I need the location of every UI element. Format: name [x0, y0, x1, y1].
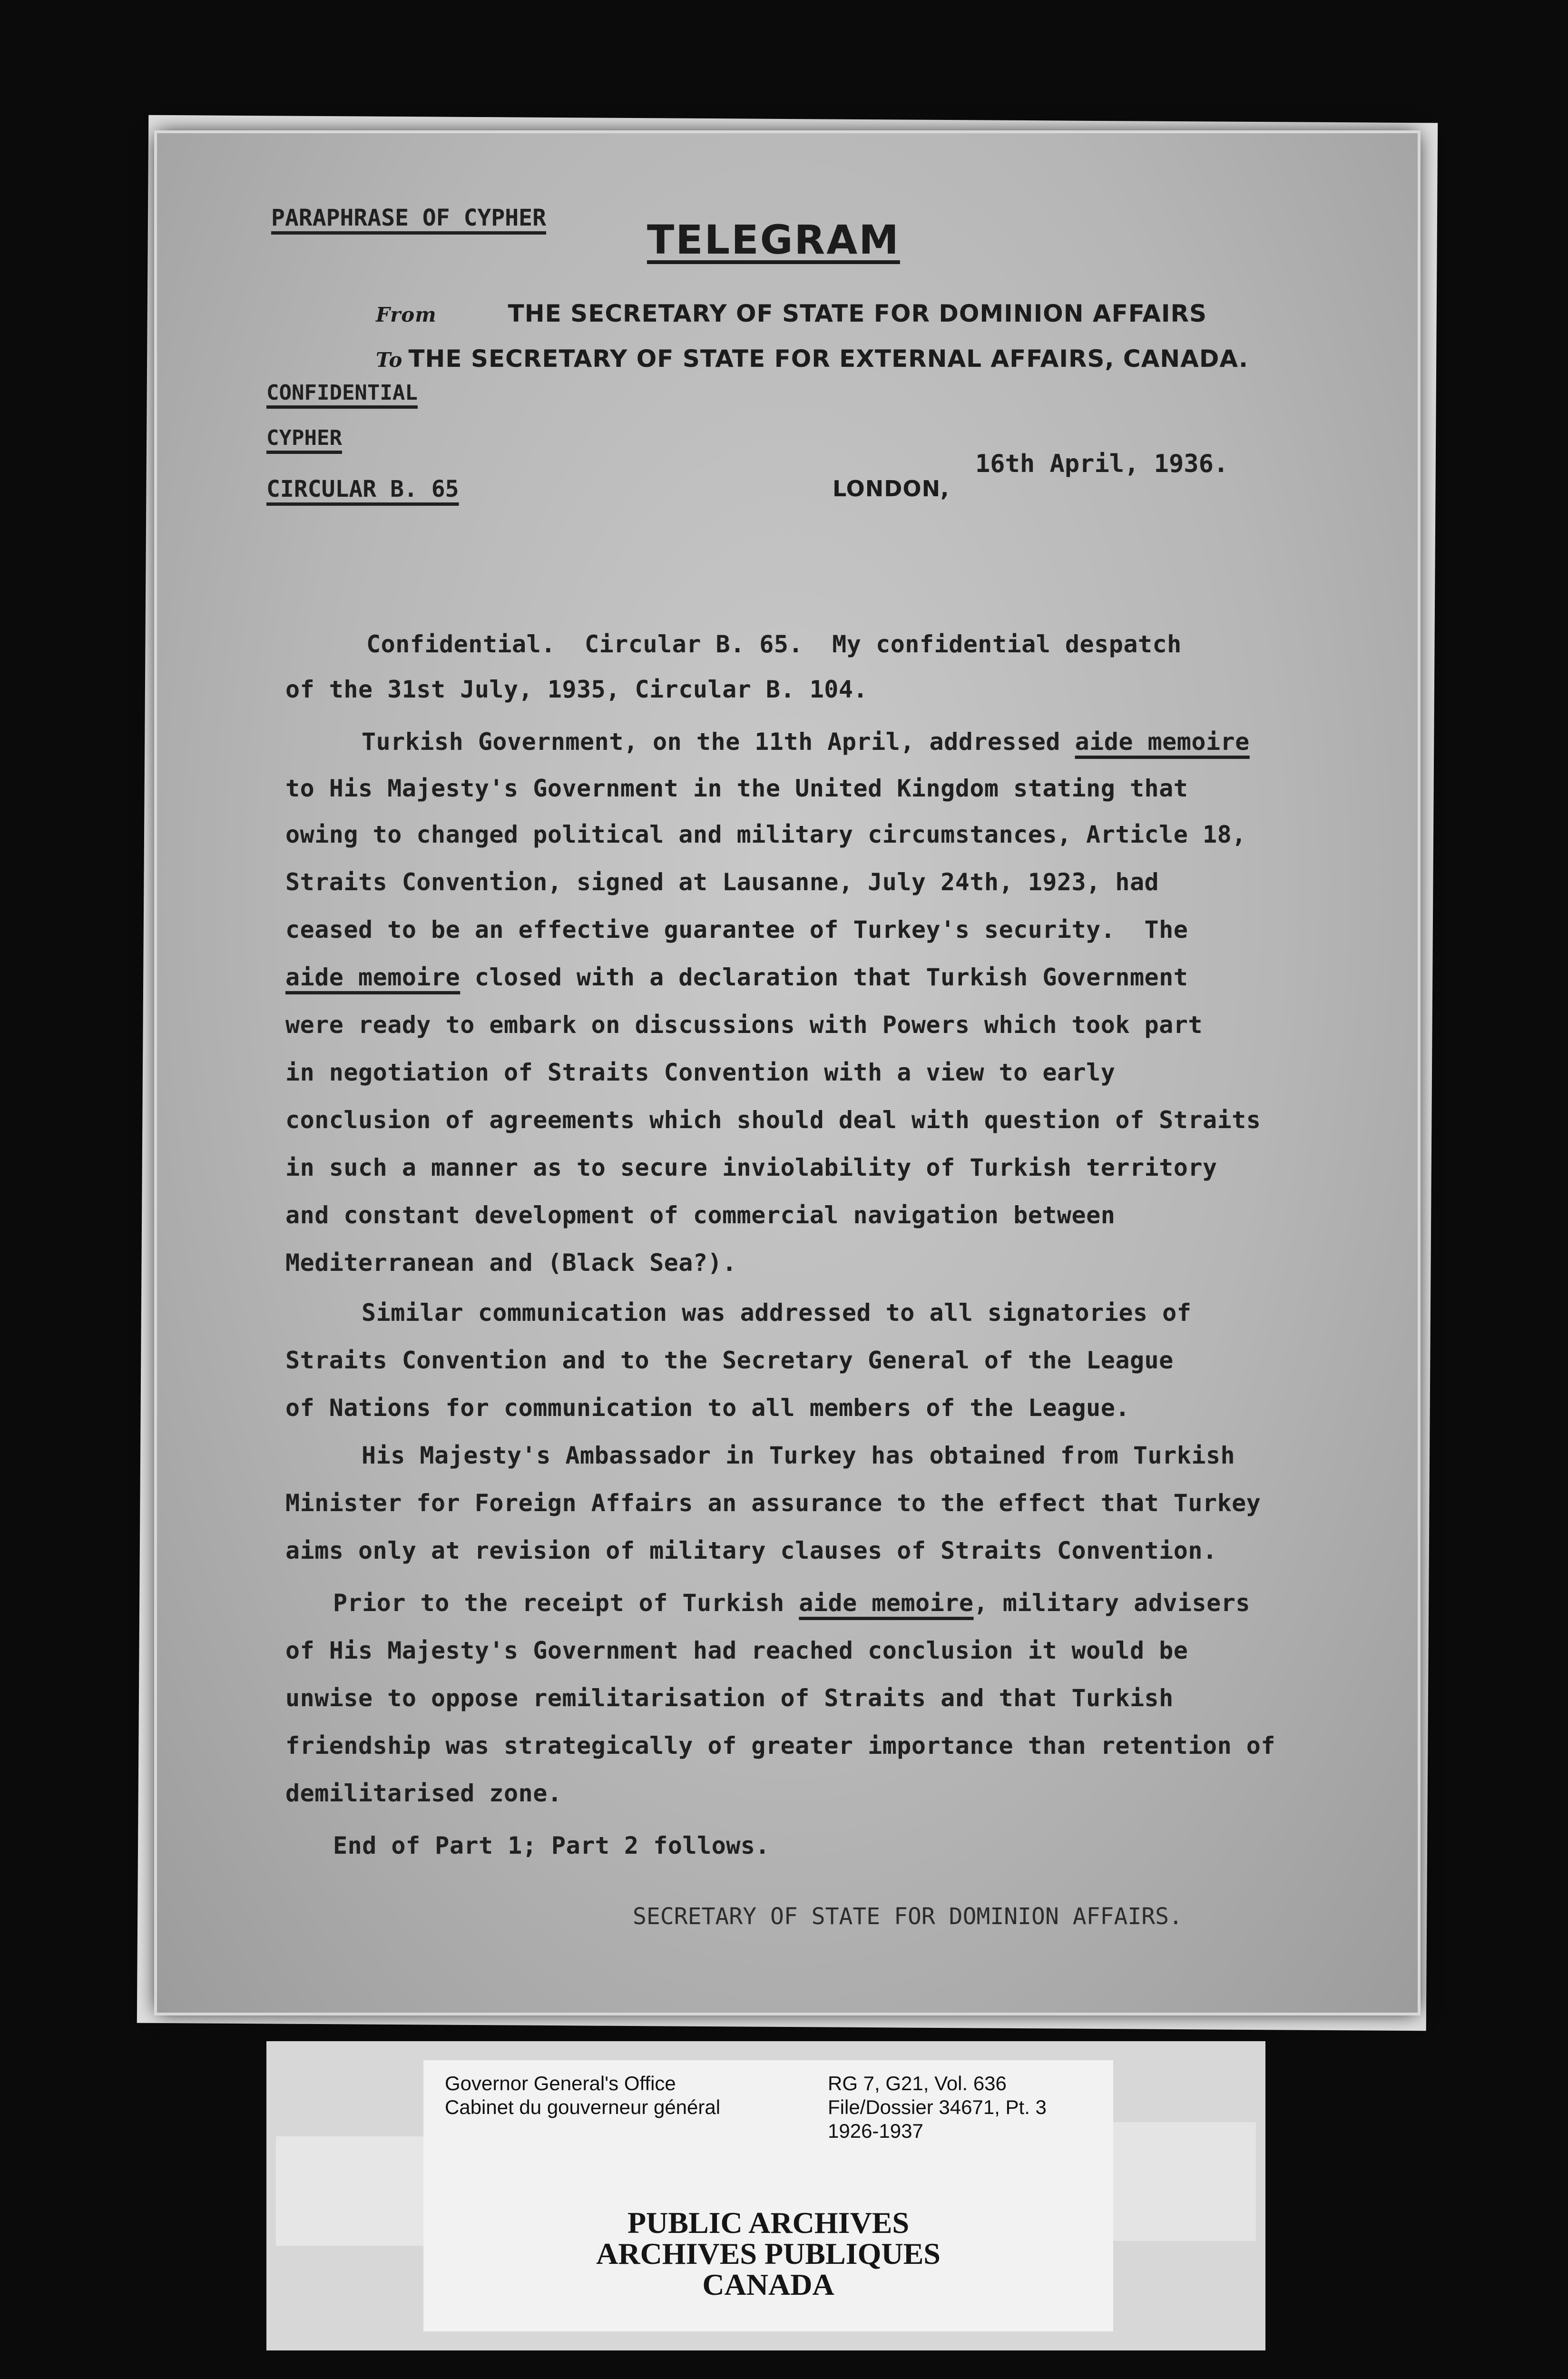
body-line: demilitarised zone.: [285, 1779, 562, 1807]
body-line: Similar communication was addressed to all signatories of: [362, 1299, 1192, 1327]
body-line: were ready to embark on discussions with Powers which took part: [285, 1011, 1203, 1039]
telegram-sheet: [157, 133, 1418, 2013]
to-label: To: [376, 348, 403, 372]
date-range: 1926-1937: [828, 2120, 923, 2142]
body-line: Confidential. Circular B. 65. My confidential despatch: [366, 630, 1182, 658]
office-french: Cabinet du gouverneur général: [445, 2096, 721, 2118]
body-line: in such a manner as to secure inviolability of Turkish territory: [285, 1154, 1217, 1181]
body-line: of Nations for communication to all members of the League.: [285, 1394, 1130, 1422]
underlined-term: aide memoire: [1075, 728, 1250, 756]
record-group: RG 7, G21, Vol. 636: [828, 2072, 1007, 2094]
body-line: Minister for Foreign Affairs an assurance to the effect that Turkey: [285, 1489, 1261, 1517]
circular-number: CIRCULAR B. 65: [266, 476, 459, 502]
body-line: aims only at revision of military clauses of Straits Convention.: [285, 1537, 1217, 1564]
place: LONDON,: [833, 476, 950, 501]
body-line: End of Part 1; Part 2 follows.: [333, 1832, 770, 1859]
archives-stamp-line1: PUBLIC ARCHIVES: [627, 2206, 910, 2240]
body-line: of the 31st July, 1935, Circular B. 104.: [285, 676, 868, 703]
body-line: Straits Convention and to the Secretary General of the League: [285, 1347, 1174, 1374]
classification: CONFIDENTIAL: [266, 381, 418, 405]
body-line: Turkish Government, on the 11th April, addressed aide memoire: [362, 728, 1250, 756]
label-strip-right: [1113, 2122, 1256, 2241]
paraphrase-heading: PARAPHRASE OF CYPHER: [271, 205, 546, 231]
body-line: of His Majesty's Government had reached conclusion it would be: [285, 1637, 1188, 1664]
from-label: From: [376, 303, 437, 326]
body-line: conclusion of agreements which should deal with question of Straits: [285, 1106, 1261, 1134]
archives-stamp-line2: ARCHIVES PUBLIQUES: [596, 2237, 941, 2271]
body-line: Mediterranean and (Black Sea?).: [285, 1249, 737, 1277]
from-value: THE SECRETARY OF STATE FOR DOMINION AFFAIRS: [508, 300, 1207, 327]
date: 16th April, 1936.: [975, 450, 1229, 478]
from-row: [376, 300, 1207, 327]
body-line: and constant development of commercial navigation between: [285, 1201, 1116, 1229]
underlined-term: aide memoire: [799, 1589, 974, 1617]
label-strip-left: [276, 2136, 433, 2246]
telegram-title: TELEGRAM: [647, 216, 900, 263]
office-english: Governor General's Office: [445, 2072, 676, 2094]
file-dossier: File/Dossier 34671, Pt. 3: [828, 2096, 1047, 2118]
body-line: ceased to be an effective guarantee of Turkey's security. The: [285, 916, 1188, 944]
body-line: to His Majesty's Government in the United Kingdom stating that: [285, 775, 1188, 802]
cypher-method: CYPHER: [266, 426, 342, 450]
body-line: in negotiation of Straits Convention with a view to early: [285, 1059, 1116, 1086]
body-line: unwise to oppose remilitarisation of Straits and that Turkish: [285, 1684, 1174, 1712]
body-line: Prior to the receipt of Turkish aide memoire, military advisers: [333, 1589, 1250, 1617]
to-row: [376, 345, 1248, 373]
signature: SECRETARY OF STATE FOR DOMINION AFFAIRS.: [633, 1903, 1183, 1930]
body-line: owing to changed political and military circumstances, Article 18,: [285, 821, 1246, 848]
body-line: Straits Convention, signed at Lausanne, July 24th, 1923, had: [285, 868, 1159, 896]
body-line: aide memoire closed with a declaration that Turkish Government: [285, 963, 1188, 991]
to-value: THE SECRETARY OF STATE FOR EXTERNAL AFFAIRS, CANADA.: [408, 345, 1248, 373]
underlined-term: aide memoire: [285, 963, 461, 991]
archives-stamp-line3: CANADA: [702, 2268, 834, 2301]
body-line: friendship was strategically of greater importance than retention of: [285, 1732, 1275, 1760]
body-line: His Majesty's Ambassador in Turkey has obtained from Turkish: [362, 1442, 1235, 1469]
